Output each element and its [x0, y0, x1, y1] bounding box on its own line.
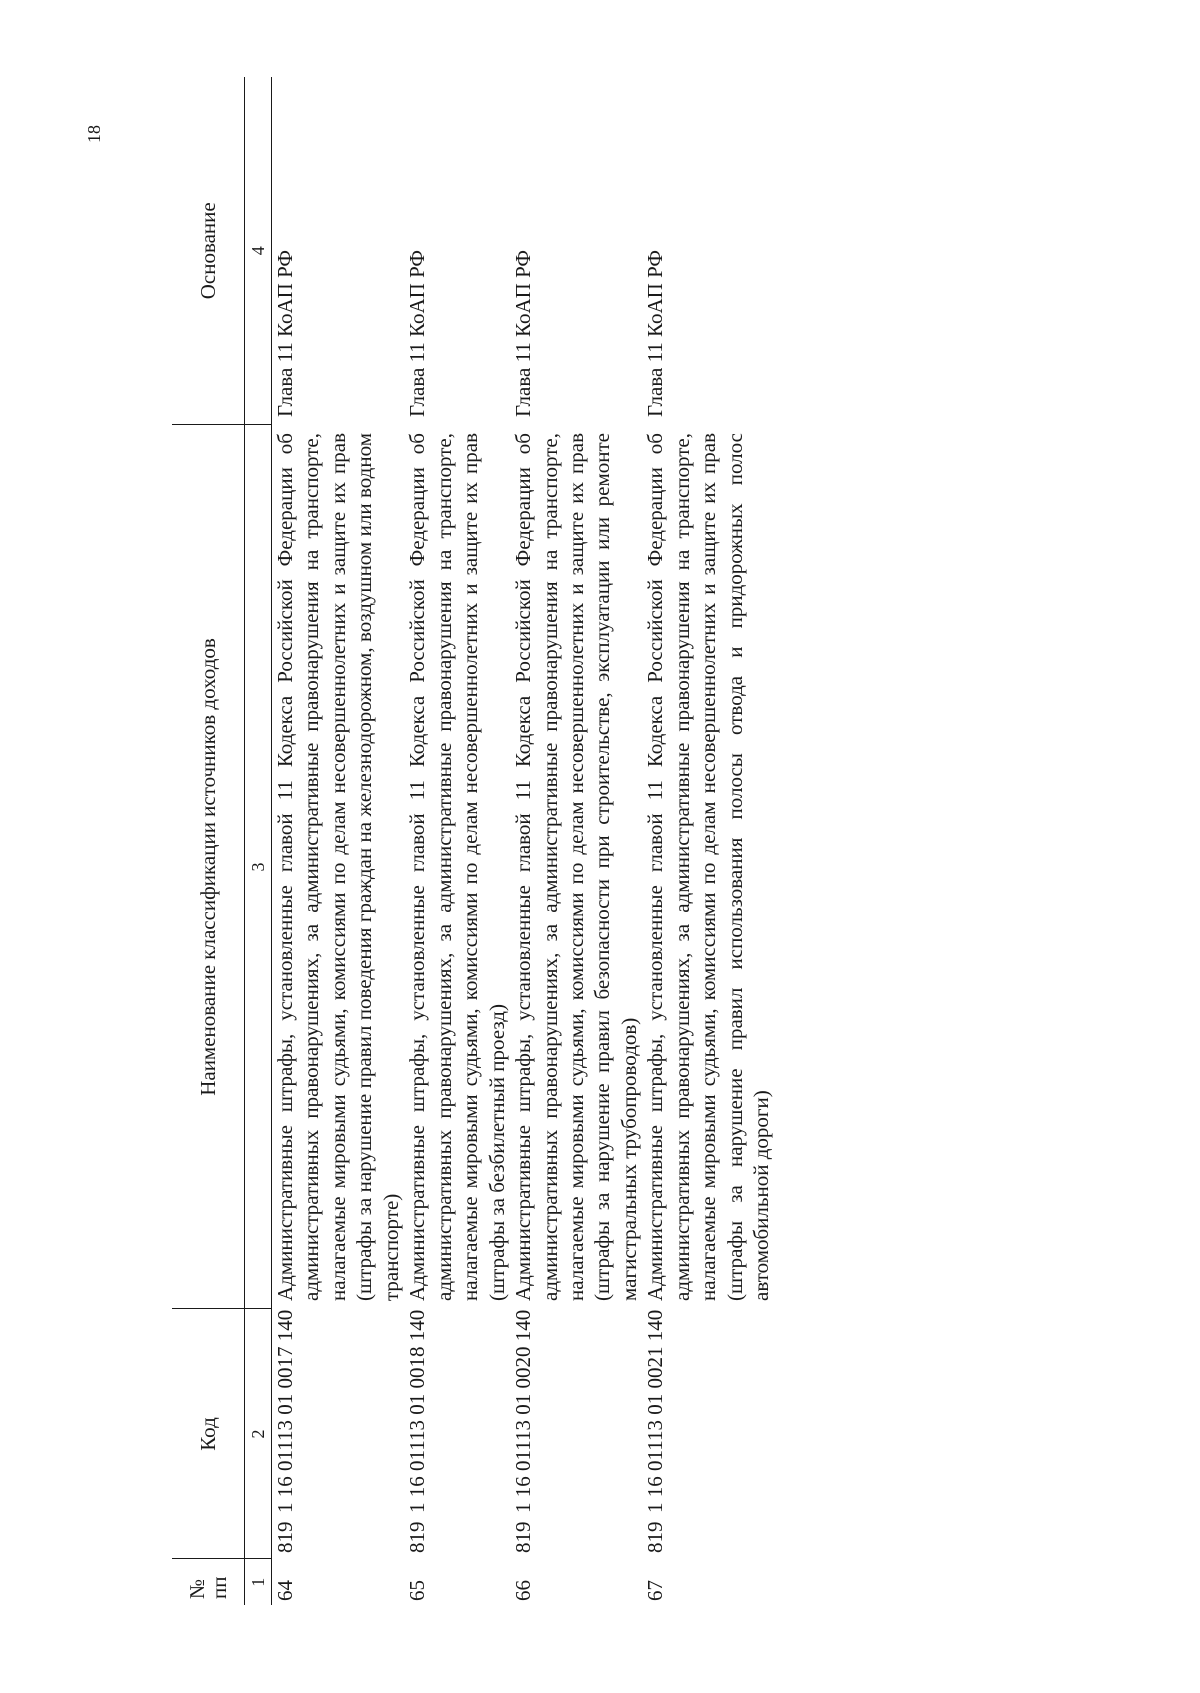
row-code-cell	[510, 1309, 642, 1559]
row-name: Административные штрафы, установленные главой 11 Кодекса Российской Федерации об административных правонарушениях, за административные правонарушения на транспорте, налагаемые мировыми судьями, комиссиями по делам несовершеннолетних и защите их прав (штрафы за нарушение правил поведения граждан на железнодорожном, воздушном или водном транспорте)	[273, 433, 403, 1301]
admin-code: 819	[273, 1521, 297, 1553]
column-number: 4	[245, 77, 272, 425]
column-number: 1	[245, 1559, 272, 1605]
table-row	[272, 77, 405, 1605]
table-header-row	[172, 77, 245, 1605]
page-number: 18	[84, 125, 104, 143]
header-name: Наименование классификации источников доходов	[172, 425, 245, 1309]
row-number: 66	[511, 1580, 536, 1601]
table-row	[642, 77, 774, 1605]
row-code-cell	[272, 1309, 405, 1559]
column-number: 2	[245, 1309, 272, 1559]
column-number: 3	[245, 425, 272, 1309]
admin-code: 819	[643, 1521, 668, 1553]
table-row	[510, 77, 642, 1605]
kbk-code: 1 16 01113 01 0020 140	[511, 1309, 536, 1513]
header-num: № пп	[184, 1576, 231, 1599]
row-name: Административные штрафы, установленные главой 11 Кодекса Российской Федерации об административных правонарушениях, за административные правонарушения на транспорте, налагаемые мировыми судьями, комиссиями по делам несовершеннолетних и защите их прав (штрафы за нарушение правил использования полосы отвода и придорожных полос автомобильной дороги)	[643, 433, 774, 1301]
row-name: Административные штрафы, установленные главой 11 Кодекса Российской Федерации об административных правонарушениях, за административные правонарушения на транспорте, налагаемые мировыми судьями, комиссиями по делам несовершеннолетних и защите их прав (штрафы за безбилетный проезд)	[405, 433, 509, 1301]
header-basis: Основание	[172, 77, 245, 425]
admin-code: 819	[405, 1521, 430, 1553]
kbk-code: 1 16 01113 01 0018 140	[405, 1309, 430, 1513]
row-basis: Глава 11 КоАП РФ	[643, 250, 668, 417]
table-row	[404, 77, 510, 1605]
row-code-cell	[642, 1309, 774, 1559]
row-basis: Глава 11 КоАП РФ	[273, 250, 297, 417]
row-name: Административные штрафы, установленные главой 11 Кодекса Российской Федерации об административных правонарушениях, за административные правонарушения на транспорте, налагаемые мировыми судьями, комиссиями по делам несовершеннолетних и защите их прав (штрафы за нарушение правил безопасности при строительстве, эксплуатации или ремонте магистральных трубопроводов)	[511, 433, 641, 1301]
row-basis: Глава 11 КоАП РФ	[405, 250, 430, 417]
column-number-row	[245, 77, 272, 1605]
admin-code: 819	[511, 1521, 536, 1553]
row-number: 65	[405, 1580, 430, 1601]
kbk-code: 1 16 01113 01 0017 140	[273, 1309, 297, 1513]
income-classification-table	[172, 77, 775, 1605]
header-code: Код	[172, 1309, 245, 1559]
row-number: 64	[273, 1580, 297, 1601]
row-basis: Глава 11 КоАП РФ	[511, 250, 536, 417]
row-number: 67	[643, 1580, 668, 1601]
row-code-cell	[404, 1309, 510, 1559]
kbk-code: 1 16 01113 01 0021 140	[643, 1309, 668, 1513]
